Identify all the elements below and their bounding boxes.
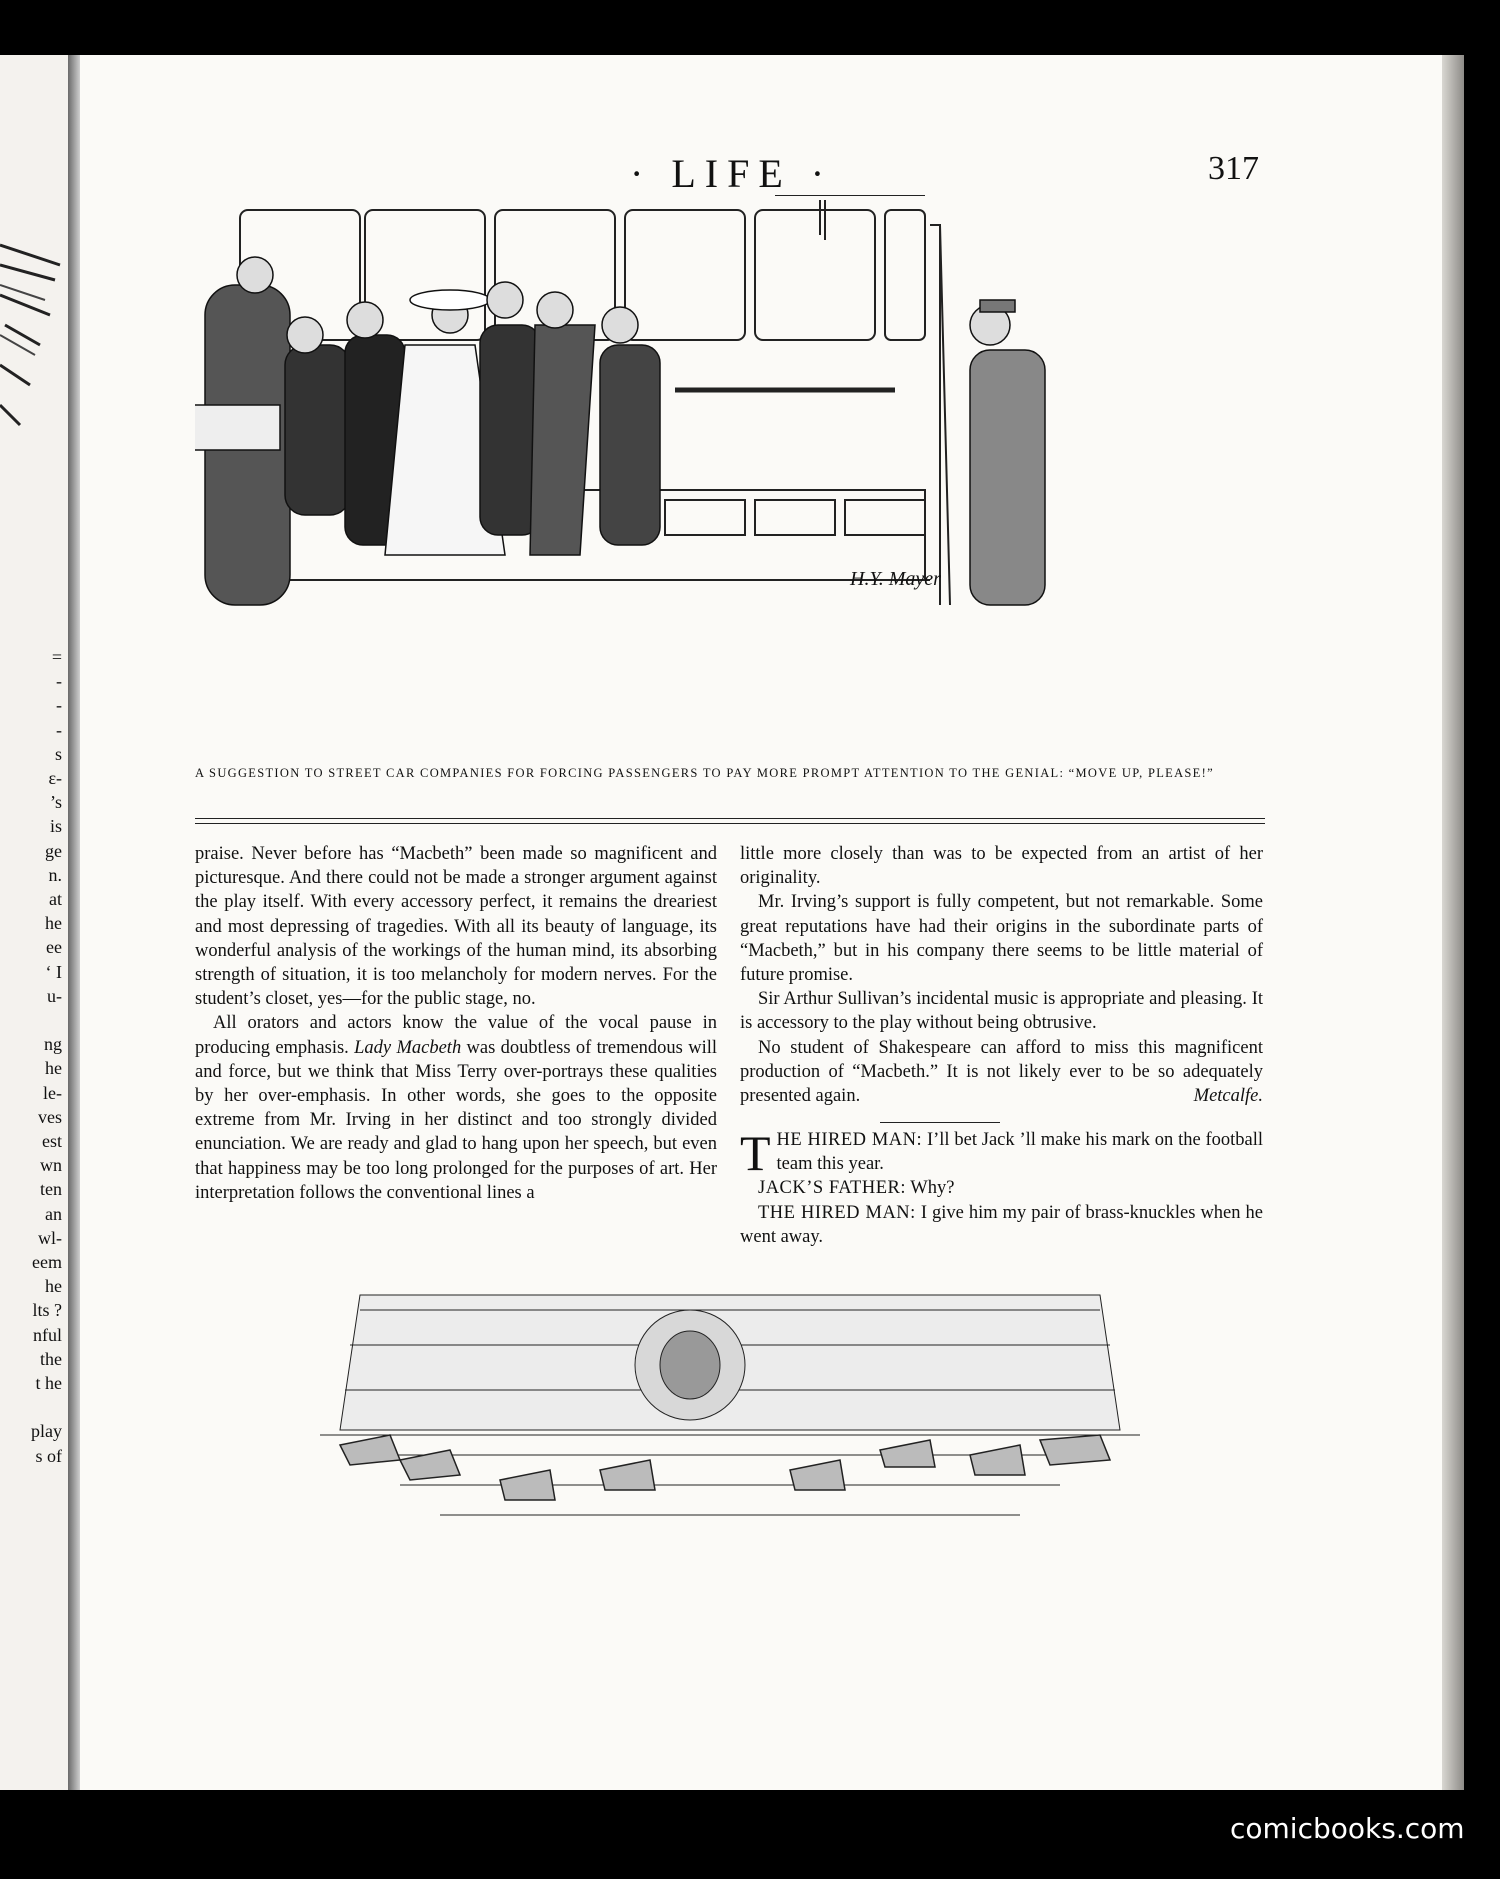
left-page-fragment: is — [49, 816, 62, 837]
left-page-fragment: wn — [40, 1155, 62, 1176]
paragraph: All orators and actors know the value of the vocal pause in producing emphasis. Lady Macbeth was doubtless of tremendous will and force, but we think that Miss Terry over-portrays these qualities by her over-emphasis. In other words, she goes to the opposite extreme from Mr. Irving in her distinct and too strongly divided enunciation. We are ready and glad to hang upon her speech, but even that happiness may be too long prolonged for the purposes of art. Her interpretation follows the conventional lines a — [195, 1013, 717, 1203]
left-page-fragment: s of — [35, 1445, 62, 1466]
left-page-fragment: t he — [35, 1373, 62, 1393]
left-page-fragment: an — [45, 1203, 62, 1224]
drop-cap: T — [740, 1125, 771, 1181]
left-page-fragment: at — [49, 889, 62, 909]
speaker: THE HIRED MAN: — [758, 1202, 916, 1223]
line-text: Why? — [910, 1178, 955, 1199]
left-page-fragment: ee — [46, 937, 62, 958]
left-page-fragment: wl- — [38, 1227, 62, 1248]
jest-line — [740, 1176, 1263, 1200]
speaker: HE HIRED MAN: — [776, 1130, 923, 1150]
cartoon-signature: H.Y. Mayer — [850, 568, 941, 590]
cartoon-caption: A SUGGESTION TO STREET CAR COMPANIES FOR FORCING PASSENGERS TO PAY MORE PROMPT ATTENTION TO THE GENIAL: “MOVE UP, PLEASE!” — [195, 766, 1214, 780]
left-text-column — [195, 842, 717, 1205]
line-text: I’ll bet Jack ’ll make his mark on the football team this year. — [776, 1130, 1264, 1175]
left-page-fragment: ng — [44, 1034, 62, 1055]
left-page-fragment: ves — [38, 1106, 62, 1127]
left-page-fragment: play — [31, 1421, 62, 1442]
adjacent-page — [0, 55, 68, 1790]
author-signature: Metcalfe. — [1193, 1086, 1263, 1107]
left-page-fragment: ’s — [49, 792, 62, 813]
left-page-fragment: ge — [45, 840, 62, 861]
left-page-fragment: ‘ I — [45, 961, 62, 982]
left-page-fragment: - — [56, 695, 62, 716]
speaker: JACK’S FATHER: — [758, 1178, 906, 1199]
left-page-fragment: ten — [40, 1179, 62, 1200]
paragraph: Sir Arthur Sullivan’s incidental music is appropriate and pleasing. It is accessory to the play without being obtrusive. — [740, 989, 1263, 1034]
couch-feet-illustration — [320, 1255, 1140, 1555]
left-page-sketch — [0, 225, 68, 525]
left-page-fragment: nful — [33, 1324, 62, 1345]
left-page-fragment: s — [54, 743, 62, 764]
left-page-fragment: le- — [43, 1082, 62, 1103]
line-text: I give him my pair of brass-knuckles when he went away. — [740, 1202, 1263, 1247]
left-page-fragment: he — [45, 1276, 62, 1297]
paragraph: Mr. Irving’s support is fully competent, but not remarkable. Some great reputations have had their origins in the subordinate parts of “Macbeth,” but in his company there seems to be little material of future promise. — [740, 892, 1263, 986]
left-page-fragment: he — [45, 1058, 62, 1079]
paragraph — [740, 1036, 1263, 1109]
paragraph-text: No student of Shakespeare can afford to miss this magnificent production of “Macbeth.” It is not likely ever to be so adequately presented again. — [740, 1037, 1263, 1107]
left-page-fragment: lts ? — [32, 1300, 62, 1321]
left-page-fragment: he — [45, 913, 62, 934]
left-page-fragment: u- — [47, 985, 62, 1006]
left-page-fragment: est — [42, 1131, 62, 1151]
left-page-fragment: - — [56, 719, 62, 740]
article-divider — [880, 1122, 1000, 1123]
paragraph: little more closely than was to be expected from an artist of her originality. — [740, 844, 1263, 889]
magazine-title: · LIFE · — [630, 151, 834, 196]
left-page-fragment: the — [40, 1348, 62, 1369]
caption-rule-top — [195, 818, 1265, 819]
site-watermark: comicbooks.com — [1230, 1812, 1465, 1845]
left-page-fragment: = — [51, 647, 62, 667]
paragraph: praise. Never before has “Macbeth” been made so magnificent and picturesque. And there could not be made a stronger argument against the play itself. With every accessory perfect, it remains the dreariest and most depressing of tragedies. With all its beauty of language, its wonderful analysis of the workings of the human mind, its absorbing strength of situation, it is too melancholy for modern nerves. For the student’s closet, yes—for the public stage, no. — [195, 844, 717, 1010]
left-page-fragment: - — [56, 671, 62, 692]
book-spine — [68, 55, 80, 1790]
emphasis: Lady Macbeth — [354, 1037, 462, 1058]
jest-line — [740, 1201, 1263, 1249]
page-number: 317 — [1208, 150, 1259, 187]
hired-man-jest — [740, 1125, 1264, 1249]
right-text-column — [740, 842, 1263, 1108]
caption-rule-bottom — [195, 823, 1265, 824]
left-page-fragment: n. — [48, 864, 62, 885]
streetcar-cartoon — [195, 195, 1155, 745]
left-page-fragment: eem — [32, 1252, 62, 1272]
jest-line — [740, 1125, 1264, 1181]
left-page-fragment: ε- — [48, 768, 62, 788]
page-edge — [1442, 55, 1464, 1790]
